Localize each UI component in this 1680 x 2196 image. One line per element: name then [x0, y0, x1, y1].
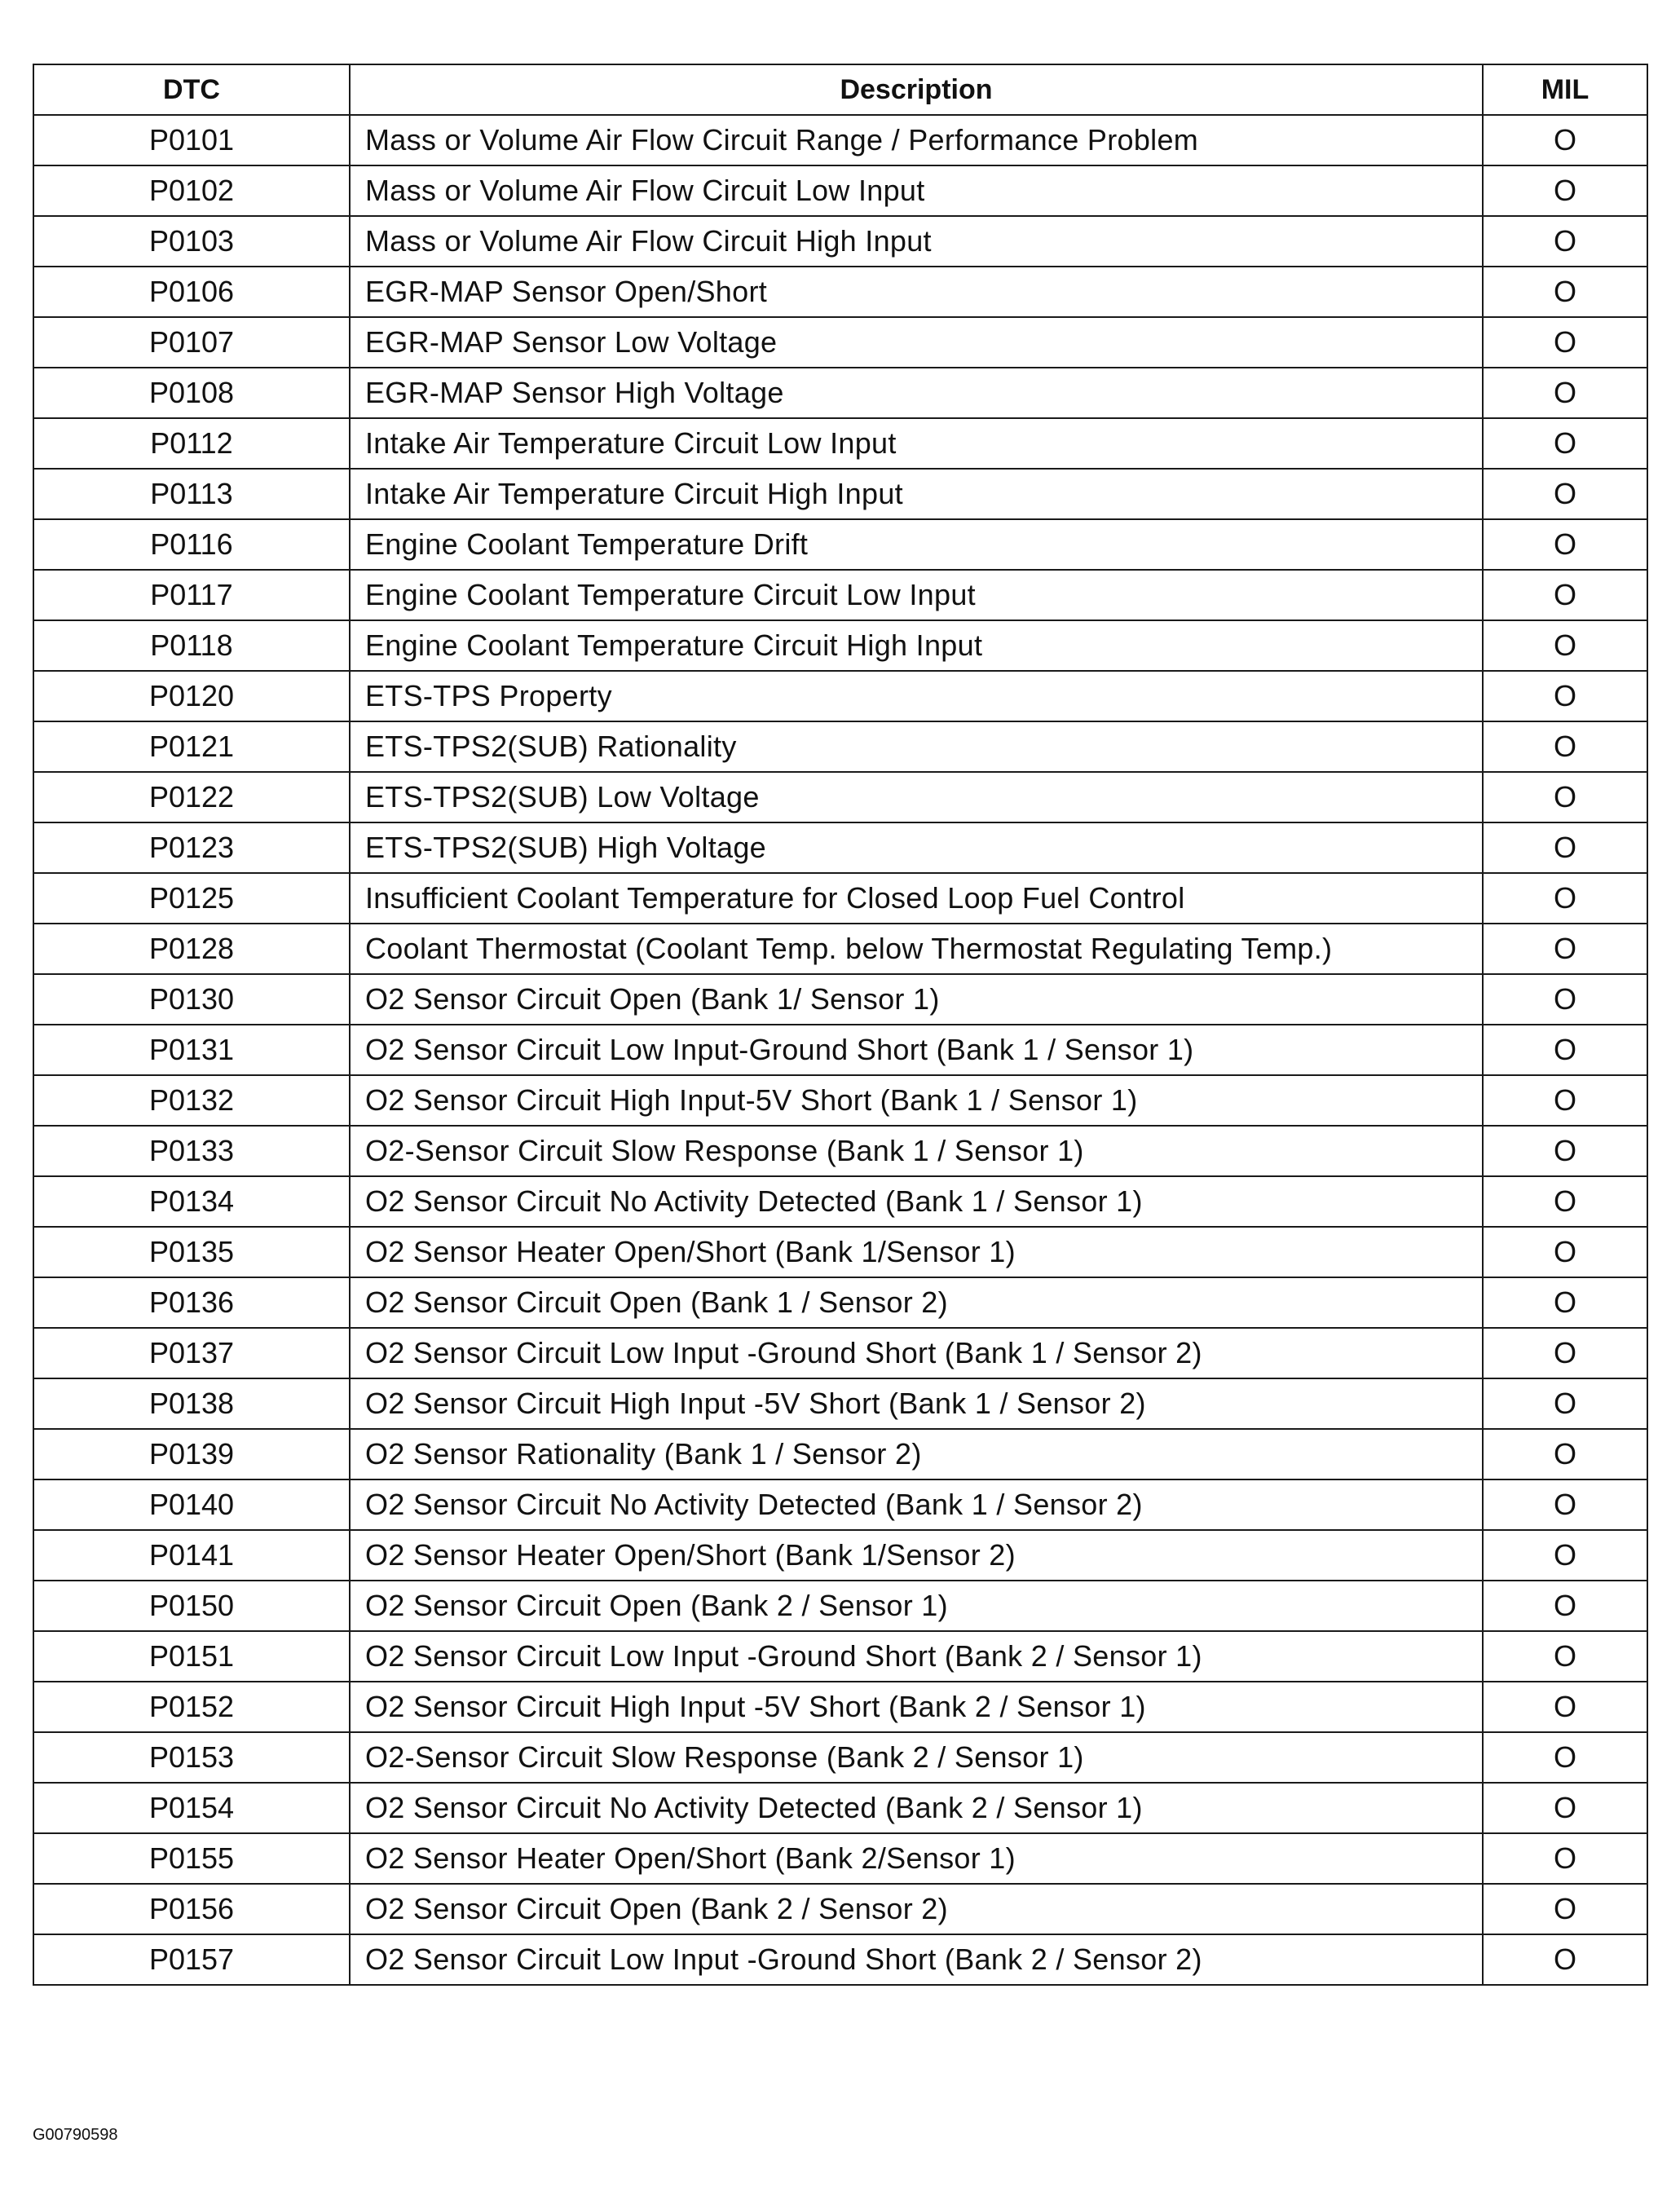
mil-indicator-cell: O — [1483, 822, 1647, 873]
dtc-code-cell: P0117 — [33, 570, 350, 620]
mil-indicator-cell: O — [1483, 1277, 1647, 1328]
description-cell: O2 Sensor Circuit No Activity Detected (Bank 2 / Sensor 1) — [350, 1783, 1483, 1833]
mil-indicator-cell: O — [1483, 1176, 1647, 1227]
dtc-code-cell: P0122 — [33, 772, 350, 822]
dtc-code-cell: P0128 — [33, 924, 350, 974]
mil-indicator-cell: O — [1483, 1934, 1647, 1985]
mil-indicator-cell: O — [1483, 671, 1647, 721]
table-row — [33, 570, 1647, 620]
description-cell: EGR-MAP Sensor High Voltage — [350, 368, 1483, 418]
table-row — [33, 519, 1647, 570]
dtc-code-cell: P0154 — [33, 1783, 350, 1833]
mil-indicator-cell: O — [1483, 924, 1647, 974]
description-cell: O2 Sensor Heater Open/Short (Bank 1/Sensor 1) — [350, 1227, 1483, 1277]
description-cell: O2 Sensor Circuit High Input-5V Short (Bank 1 / Sensor 1) — [350, 1075, 1483, 1126]
description-cell: O2 Sensor Circuit Open (Bank 1 / Sensor 2) — [350, 1277, 1483, 1328]
table-row — [33, 924, 1647, 974]
description-cell: O2 Sensor Circuit Open (Bank 1/ Sensor 1) — [350, 974, 1483, 1025]
table-row — [33, 1277, 1647, 1328]
mil-indicator-cell: O — [1483, 1378, 1647, 1429]
mil-indicator-cell: O — [1483, 469, 1647, 519]
description-cell: O2 Sensor Circuit Open (Bank 2 / Sensor 2) — [350, 1884, 1483, 1934]
dtc-code-cell: P0133 — [33, 1126, 350, 1176]
dtc-code-cell: P0134 — [33, 1176, 350, 1227]
mil-indicator-cell: O — [1483, 165, 1647, 216]
table-row — [33, 165, 1647, 216]
description-cell: O2 Sensor Heater Open/Short (Bank 1/Sensor 2) — [350, 1530, 1483, 1581]
header-description: Description — [350, 64, 1483, 115]
mil-indicator-cell: O — [1483, 115, 1647, 165]
mil-indicator-cell: O — [1483, 1227, 1647, 1277]
mil-indicator-cell: O — [1483, 1530, 1647, 1581]
mil-indicator-cell: O — [1483, 1732, 1647, 1783]
table-row — [33, 1025, 1647, 1075]
table-row — [33, 1833, 1647, 1884]
dtc-code-cell: P0157 — [33, 1934, 350, 1985]
description-cell: O2 Sensor Circuit Open (Bank 2 / Sensor 1) — [350, 1581, 1483, 1631]
mil-indicator-cell: O — [1483, 620, 1647, 671]
table-row — [33, 1934, 1647, 1985]
description-cell: O2 Sensor Heater Open/Short (Bank 2/Sensor 1) — [350, 1833, 1483, 1884]
table-row — [33, 1631, 1647, 1682]
description-cell: O2 Sensor Circuit Low Input-Ground Short (Bank 1 / Sensor 1) — [350, 1025, 1483, 1075]
table-row — [33, 267, 1647, 317]
dtc-table — [33, 64, 1648, 1986]
description-cell: O2 Sensor Circuit Low Input -Ground Short (Bank 1 / Sensor 2) — [350, 1328, 1483, 1378]
figure-id: G00790598 — [33, 2126, 118, 2144]
mil-indicator-cell: O — [1483, 1884, 1647, 1934]
table-row — [33, 1429, 1647, 1479]
description-cell: Intake Air Temperature Circuit Low Input — [350, 418, 1483, 469]
mil-indicator-cell: O — [1483, 1429, 1647, 1479]
dtc-code-cell: P0139 — [33, 1429, 350, 1479]
table-row — [33, 873, 1647, 924]
description-cell: EGR-MAP Sensor Open/Short — [350, 267, 1483, 317]
table-row — [33, 1328, 1647, 1378]
description-cell: O2 Sensor Circuit High Input -5V Short (Bank 1 / Sensor 2) — [350, 1378, 1483, 1429]
table-row — [33, 1126, 1647, 1176]
dtc-code-cell: P0156 — [33, 1884, 350, 1934]
description-cell: O2 Sensor Circuit Low Input -Ground Short (Bank 2 / Sensor 2) — [350, 1934, 1483, 1985]
mil-indicator-cell: O — [1483, 570, 1647, 620]
mil-indicator-cell: O — [1483, 267, 1647, 317]
table-row — [33, 1075, 1647, 1126]
dtc-code-cell: P0151 — [33, 1631, 350, 1682]
table-row — [33, 822, 1647, 873]
description-cell: Engine Coolant Temperature Drift — [350, 519, 1483, 570]
table-row — [33, 772, 1647, 822]
table-row — [33, 620, 1647, 671]
dtc-code-cell: P0152 — [33, 1682, 350, 1732]
description-cell: Coolant Thermostat (Coolant Temp. below Thermostat Regulating Temp.) — [350, 924, 1483, 974]
description-cell: Mass or Volume Air Flow Circuit Low Input — [350, 165, 1483, 216]
dtc-code-cell: P0150 — [33, 1581, 350, 1631]
dtc-code-cell: P0141 — [33, 1530, 350, 1581]
table-row — [33, 1479, 1647, 1530]
dtc-code-cell: P0125 — [33, 873, 350, 924]
dtc-code-cell: P0137 — [33, 1328, 350, 1378]
dtc-code-cell: P0121 — [33, 721, 350, 772]
mil-indicator-cell: O — [1483, 418, 1647, 469]
table-row — [33, 1783, 1647, 1833]
dtc-code-cell: P0108 — [33, 368, 350, 418]
table-row — [33, 115, 1647, 165]
description-cell: Insufficient Coolant Temperature for Closed Loop Fuel Control — [350, 873, 1483, 924]
description-cell: O2-Sensor Circuit Slow Response (Bank 1 / Sensor 1) — [350, 1126, 1483, 1176]
table-row — [33, 1227, 1647, 1277]
description-cell: O2-Sensor Circuit Slow Response (Bank 2 / Sensor 1) — [350, 1732, 1483, 1783]
description-cell: ETS-TPS2(SUB) Rationality — [350, 721, 1483, 772]
mil-indicator-cell: O — [1483, 721, 1647, 772]
header-dtc: DTC — [33, 64, 350, 115]
table-row — [33, 1378, 1647, 1429]
table-row — [33, 1732, 1647, 1783]
table-row — [33, 1176, 1647, 1227]
table-header — [33, 64, 1647, 115]
mil-indicator-cell: O — [1483, 1479, 1647, 1530]
dtc-code-cell: P0106 — [33, 267, 350, 317]
table-row — [33, 1581, 1647, 1631]
table-row — [33, 671, 1647, 721]
mil-indicator-cell: O — [1483, 519, 1647, 570]
dtc-code-cell: P0138 — [33, 1378, 350, 1429]
dtc-code-cell: P0103 — [33, 216, 350, 267]
description-cell: ETS-TPS2(SUB) High Voltage — [350, 822, 1483, 873]
description-cell: ETS-TPS2(SUB) Low Voltage — [350, 772, 1483, 822]
description-cell: Engine Coolant Temperature Circuit High Input — [350, 620, 1483, 671]
table-row — [33, 721, 1647, 772]
mil-indicator-cell: O — [1483, 1783, 1647, 1833]
description-cell: Mass or Volume Air Flow Circuit High Input — [350, 216, 1483, 267]
description-cell: EGR-MAP Sensor Low Voltage — [350, 317, 1483, 368]
description-cell: ETS-TPS Property — [350, 671, 1483, 721]
header-row — [33, 64, 1647, 115]
table-row — [33, 1530, 1647, 1581]
dtc-code-cell: P0131 — [33, 1025, 350, 1075]
mil-indicator-cell: O — [1483, 772, 1647, 822]
dtc-code-cell: P0113 — [33, 469, 350, 519]
table-row — [33, 368, 1647, 418]
dtc-code-cell: P0112 — [33, 418, 350, 469]
dtc-code-cell: P0101 — [33, 115, 350, 165]
dtc-code-cell: P0135 — [33, 1227, 350, 1277]
mil-indicator-cell: O — [1483, 1682, 1647, 1732]
mil-indicator-cell: O — [1483, 1025, 1647, 1075]
dtc-code-cell: P0102 — [33, 165, 350, 216]
dtc-code-cell: P0118 — [33, 620, 350, 671]
description-cell: O2 Sensor Rationality (Bank 1 / Sensor 2) — [350, 1429, 1483, 1479]
description-cell: O2 Sensor Circuit No Activity Detected (Bank 1 / Sensor 2) — [350, 1479, 1483, 1530]
table-row — [33, 1682, 1647, 1732]
mil-indicator-cell: O — [1483, 1631, 1647, 1682]
mil-indicator-cell: O — [1483, 317, 1647, 368]
dtc-code-cell: P0107 — [33, 317, 350, 368]
dtc-code-cell: P0136 — [33, 1277, 350, 1328]
table-row — [33, 418, 1647, 469]
mil-indicator-cell: O — [1483, 1126, 1647, 1176]
description-cell: Intake Air Temperature Circuit High Input — [350, 469, 1483, 519]
table-row — [33, 317, 1647, 368]
mil-indicator-cell: O — [1483, 974, 1647, 1025]
dtc-code-cell: P0153 — [33, 1732, 350, 1783]
table-row — [33, 469, 1647, 519]
mil-indicator-cell: O — [1483, 1581, 1647, 1631]
description-cell: Mass or Volume Air Flow Circuit Range / Performance Problem — [350, 115, 1483, 165]
dtc-code-cell: P0123 — [33, 822, 350, 873]
table-row — [33, 1884, 1647, 1934]
description-cell: O2 Sensor Circuit Low Input -Ground Short (Bank 2 / Sensor 1) — [350, 1631, 1483, 1682]
dtc-code-cell: P0130 — [33, 974, 350, 1025]
dtc-code-cell: P0116 — [33, 519, 350, 570]
mil-indicator-cell: O — [1483, 1833, 1647, 1884]
dtc-code-cell: P0140 — [33, 1479, 350, 1530]
dtc-code-cell: P0155 — [33, 1833, 350, 1884]
description-cell: O2 Sensor Circuit No Activity Detected (Bank 1 / Sensor 1) — [350, 1176, 1483, 1227]
mil-indicator-cell: O — [1483, 368, 1647, 418]
mil-indicator-cell: O — [1483, 216, 1647, 267]
header-mil: MIL — [1483, 64, 1647, 115]
mil-indicator-cell: O — [1483, 873, 1647, 924]
description-cell: O2 Sensor Circuit High Input -5V Short (Bank 2 / Sensor 1) — [350, 1682, 1483, 1732]
mil-indicator-cell: O — [1483, 1328, 1647, 1378]
table-row — [33, 974, 1647, 1025]
dtc-code-cell: P0120 — [33, 671, 350, 721]
description-cell: Engine Coolant Temperature Circuit Low Input — [350, 570, 1483, 620]
dtc-code-cell: P0132 — [33, 1075, 350, 1126]
table-body — [33, 115, 1647, 1985]
table-row — [33, 216, 1647, 267]
mil-indicator-cell: O — [1483, 1075, 1647, 1126]
